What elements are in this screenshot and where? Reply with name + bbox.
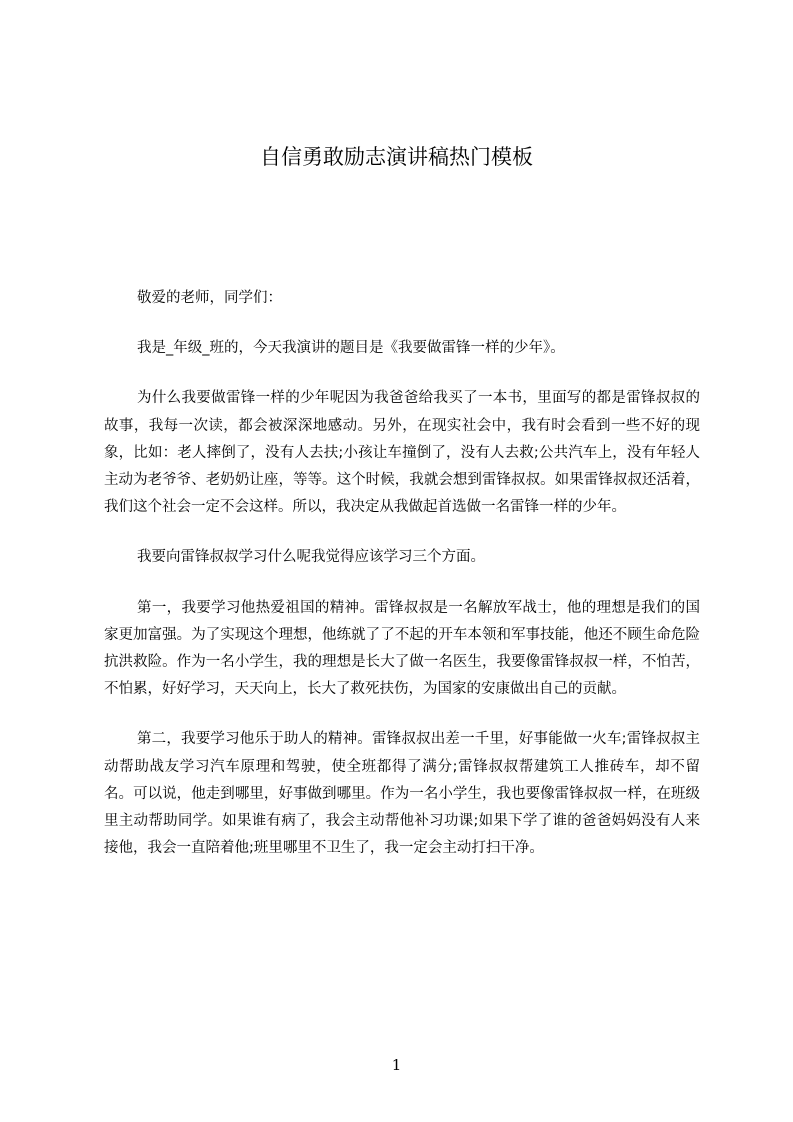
document-title: 自信勇敢励志演讲稿热门模板 bbox=[260, 145, 533, 169]
question-paragraph: 我要向雷锋叔叔学习什么呢我觉得应该学习三个方面。 bbox=[137, 549, 485, 566]
document-body bbox=[104, 285, 700, 885]
page-number: 1 bbox=[391, 1056, 402, 1074]
salutation-paragraph: 敬爱的老师，同学们： bbox=[137, 290, 282, 306]
intro-paragraph: 我是_年级_班的，今天我演讲的题目是《我要做雷锋一样的少年》。 bbox=[137, 340, 565, 357]
second-point-paragraph: 第二，我要学习他乐于助人的精神。雷锋叔叔出差一千里，好事能做一火车;雷锋叔叔主动帮助战友学习汽车原理和驾驶，使全班都得了满分;雷锋叔叔帮建筑工人推砖车，却不留名。可以说，他走到哪里，好事做到哪里。作为一名小学生，我也要像雷锋叔叔一样，在班级里主动帮助同学。如果谁有病了，我会主动帮他补习功课;如果下学了谁的爸爸妈妈没有人来接他，我会一直陪着他;班里哪里不卫生了，我一定会主动打扫干净。 bbox=[104, 731, 700, 857]
reason-paragraph: 为什么我要做雷锋一样的少年呢因为我爸爸给我买了一本书，里面写的都是雷锋叔叔的故事，我每一次读，都会被深深地感动。另外，在现实社会中，我有时会看到一些不好的现象，比如：老人摔倒了，没有人去扶;小孩让车撞倒了，没有人去救;公共汽车上，没有年轻人主动为老爷爷、老奶奶让座，等等。这个时候，我就会想到雷锋叔叔。如果雷锋叔叔还活着，我们这个社会一定不会这样。所以，我决定从我做起首选做一名雷锋一样的少年。 bbox=[104, 390, 700, 516]
first-point-paragraph: 第一，我要学习他热爱祖国的精神。雷锋叔叔是一名解放军战士，他的理想是我们的国家更加富强。为了实现这个理想，他练就了了不起的开车本领和军事技能，他还不顾生命危险抗洪救险。作为一名小学生，我的理想是长大了做一名医生，我要像雷锋叔叔一样，不怕苦，不怕累，好好学习，天天向上，长大了救死扶伤，为国家的安康做出自己的贡献。 bbox=[104, 599, 700, 698]
